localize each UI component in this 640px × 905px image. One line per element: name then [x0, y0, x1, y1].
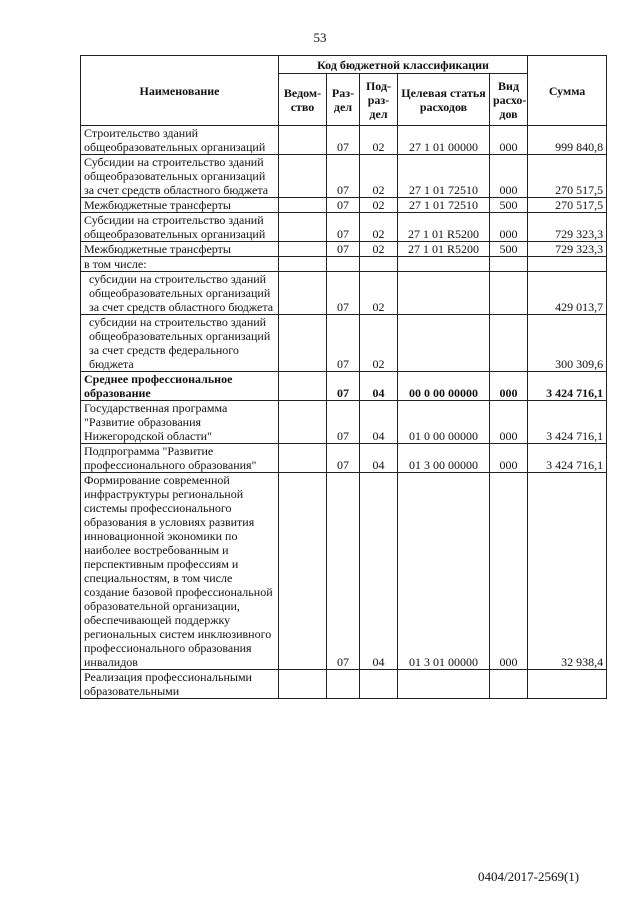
table-row [81, 444, 607, 473]
row-razdel: 07 [327, 444, 360, 473]
row-name: Государственная программа "Развитие образования Нижегородской области" [81, 401, 279, 444]
row-vedomstvo [279, 126, 327, 155]
row-razdel: 07 [327, 401, 360, 444]
row-podrazdel [360, 257, 398, 272]
row-sum [528, 257, 607, 272]
row-razdel: 07 [327, 213, 360, 242]
row-razdel: 07 [327, 315, 360, 372]
row-sum: 729 323,3 [528, 213, 607, 242]
table-row [81, 126, 607, 155]
table-row [81, 473, 607, 670]
row-sum: 729 323,3 [528, 242, 607, 257]
row-name: Межбюджетные трансферты [81, 242, 279, 257]
row-name: Межбюджетные трансферты [81, 198, 279, 213]
row-vedomstvo [279, 444, 327, 473]
row-name: в том числе: [81, 257, 279, 272]
row-sum: 3 424 716,1 [528, 401, 607, 444]
row-name: субсидии на строительство зданий общеобразовательных организаций за счет средств федерального бюджета [81, 315, 279, 372]
header-target-article: Целевая статья расходов [398, 74, 490, 126]
row-name: Субсидии на строительство зданий общеобразовательных организаций [81, 213, 279, 242]
row-vedomstvo [279, 401, 327, 444]
row-target-article: 27 1 01 72510 [398, 198, 490, 213]
row-name: Подпрограмма "Развитие профессионального образования" [81, 444, 279, 473]
row-sum: 999 840,8 [528, 126, 607, 155]
row-target-article [398, 257, 490, 272]
row-expense-type [490, 315, 528, 372]
table-row [81, 213, 607, 242]
row-podrazdel: 04 [360, 401, 398, 444]
row-expense-type: 000 [490, 126, 528, 155]
row-target-article [398, 272, 490, 315]
row-sum: 270 517,5 [528, 198, 607, 213]
table-header-row [81, 56, 607, 74]
row-sum: 300 309,6 [528, 315, 607, 372]
row-razdel: 07 [327, 372, 360, 401]
row-podrazdel: 02 [360, 315, 398, 372]
header-razdel: Раз-дел [327, 74, 360, 126]
row-expense-type [490, 272, 528, 315]
row-expense-type: 000 [490, 401, 528, 444]
row-target-article [398, 315, 490, 372]
row-razdel: 07 [327, 242, 360, 257]
row-expense-type: 500 [490, 242, 528, 257]
row-podrazdel: 04 [360, 444, 398, 473]
row-razdel: 07 [327, 473, 360, 670]
row-name: Строительство зданий общеобразовательных организаций [81, 126, 279, 155]
header-expense-type: Вид расхо-дов [490, 74, 528, 126]
row-vedomstvo [279, 213, 327, 242]
row-razdel: 07 [327, 126, 360, 155]
row-vedomstvo [279, 242, 327, 257]
page-number: 53 [313, 30, 327, 45]
row-razdel [327, 257, 360, 272]
header-classification-group: Код бюджетной классификации [279, 56, 528, 74]
row-vedomstvo [279, 670, 327, 699]
row-podrazdel: 02 [360, 198, 398, 213]
table-row [81, 401, 607, 444]
row-name: Формирование современной инфраструктуры региональной системы профессионального образования в условиях развития инновационной экономики по наиболее востребованным и перспективным профессиям и специальностям, в том числе создание базовой профессиональной образовательной организации, обеспечивающей поддержку региональных систем инклюзивного профессионального образования инвалидов [81, 473, 279, 670]
row-name: субсидии на строительство зданий общеобразовательных организаций за счет средств областного бюджета [81, 272, 279, 315]
row-podrazdel: 02 [360, 242, 398, 257]
row-expense-type: 000 [490, 213, 528, 242]
row-podrazdel [360, 670, 398, 699]
table-row [81, 155, 607, 198]
table-row [81, 372, 607, 401]
row-target-article: 27 1 01 72510 [398, 155, 490, 198]
row-vedomstvo [279, 315, 327, 372]
row-vedomstvo [279, 198, 327, 213]
row-vedomstvo [279, 272, 327, 315]
row-sum: 429 013,7 [528, 272, 607, 315]
row-sum: 3 424 716,1 [528, 444, 607, 473]
row-podrazdel: 04 [360, 372, 398, 401]
table-row [81, 257, 607, 272]
row-sum: 270 517,5 [528, 155, 607, 198]
row-vedomstvo [279, 257, 327, 272]
row-podrazdel: 02 [360, 213, 398, 242]
row-target-article [398, 670, 490, 699]
table-row [81, 272, 607, 315]
row-expense-type [490, 257, 528, 272]
row-name: Субсидии на строительство зданий общеобразовательных организаций за счет средств областного бюджета [81, 155, 279, 198]
row-target-article: 01 3 01 00000 [398, 473, 490, 670]
row-vedomstvo [279, 473, 327, 670]
row-target-article: 27 1 01 R5200 [398, 242, 490, 257]
row-name: Реализация профессиональными образовательными [81, 670, 279, 699]
row-expense-type: 000 [490, 155, 528, 198]
row-target-article: 01 0 00 00000 [398, 401, 490, 444]
row-target-article: 01 3 00 00000 [398, 444, 490, 473]
row-target-article: 27 1 01 00000 [398, 126, 490, 155]
row-expense-type: 000 [490, 473, 528, 670]
row-name: Среднее профессиональное образование [81, 372, 279, 401]
header-vedomstvo: Ведом-ство [279, 74, 327, 126]
header-sum: Сумма [528, 56, 607, 126]
table-row [81, 242, 607, 257]
row-razdel: 07 [327, 198, 360, 213]
budget-table [80, 55, 607, 699]
header-podrazdel: Под-раз-дел [360, 74, 398, 126]
row-podrazdel: 02 [360, 155, 398, 198]
header-name: Наименование [81, 56, 279, 126]
row-target-article: 00 0 00 00000 [398, 372, 490, 401]
table-row [81, 670, 607, 699]
row-expense-type: 500 [490, 198, 528, 213]
row-expense-type [490, 670, 528, 699]
row-sum [528, 670, 607, 699]
row-expense-type: 000 [490, 372, 528, 401]
table-row [81, 315, 607, 372]
row-sum: 3 424 716,1 [528, 372, 607, 401]
table-row [81, 198, 607, 213]
row-podrazdel: 02 [360, 272, 398, 315]
row-sum: 32 938,4 [528, 473, 607, 670]
row-vedomstvo [279, 155, 327, 198]
row-razdel: 07 [327, 272, 360, 315]
row-podrazdel: 04 [360, 473, 398, 670]
row-razdel: 07 [327, 155, 360, 198]
row-podrazdel: 02 [360, 126, 398, 155]
row-target-article: 27 1 01 R5200 [398, 213, 490, 242]
document-code: 0404/2017-2569(1) [478, 869, 580, 884]
row-razdel [327, 670, 360, 699]
row-vedomstvo [279, 372, 327, 401]
row-expense-type: 000 [490, 444, 528, 473]
